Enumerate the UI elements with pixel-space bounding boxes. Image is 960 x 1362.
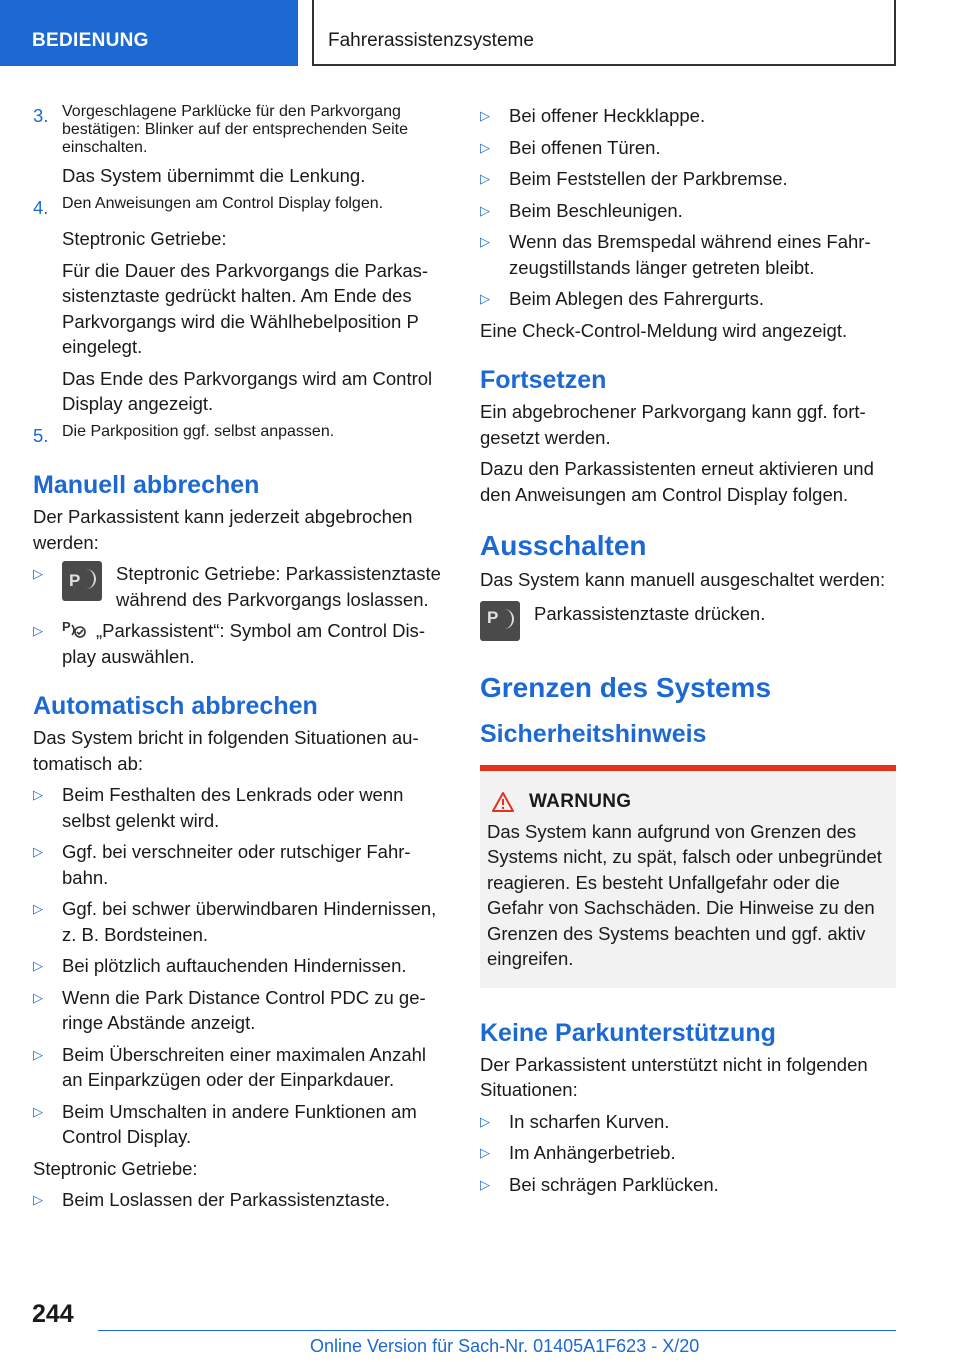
list-item xyxy=(33,618,448,669)
list-item xyxy=(33,561,448,612)
heading-auto-cancel: Automatisch abbrechen xyxy=(33,692,318,720)
list-item: ▷ Beim Ablegen des Fahrergurts. xyxy=(480,286,896,312)
list-item: ▷ Beim Umschalten in andere Funktionen am Control Display. xyxy=(33,1099,448,1150)
list-item: ▷ Bei offener Heckklappe. xyxy=(480,103,896,129)
bullet-triangle-icon: ▷ xyxy=(33,787,43,802)
svg-text:P: P xyxy=(62,619,71,634)
bullet-triangle-icon: ▷ xyxy=(480,202,490,218)
manual-intro: Der Parkassistent kann jederzeit abgebrochen werden: xyxy=(33,506,413,553)
bullet-triangle-icon: ▷ xyxy=(33,1046,43,1062)
switch-off-intro: Das System kann manuell ausgeschaltet werden: xyxy=(480,569,886,590)
park-assist-button-icon xyxy=(62,561,102,601)
step-number: 5. xyxy=(33,424,49,446)
step-sub: Das System übernimmt die Lenkung. xyxy=(62,165,366,186)
section-title: BEDIENUNG xyxy=(32,30,149,51)
bullet-triangle-icon: ▷ xyxy=(480,108,490,123)
step-sub: Steptronic Getriebe: xyxy=(62,228,227,249)
step-number: 4. xyxy=(33,196,49,218)
list-item: ▷ In scharfen Kurven. xyxy=(480,1109,896,1135)
list-item: ▷ Ggf. bei verschneiter oder rutschiger Fahrbahn. xyxy=(33,839,448,890)
heading-safety: Sicherheitshinweis xyxy=(480,719,707,748)
warning-triangle-icon xyxy=(491,791,515,813)
warning-title: WARNUNG xyxy=(529,790,632,812)
bullet-triangle-icon: ▷ xyxy=(480,1176,490,1192)
warning-text: Das System kann aufgrund von Grenzen des Systems nicht, zu spät, falsch oder unbegründet reagieren. Es besteht Unfallgefahr oder die Gefahr von Sachschäden. Die Hinweise zu den Grenzen des Systems beachten und ggf. aktiv eingreifen. xyxy=(487,820,882,969)
list-item: ▷ Bei plötzlich auftauchenden Hindernissen. xyxy=(33,953,448,979)
continue-text-1: Ein abgebrochener Parkvorgang kann ggf. fortgesetzt werden. xyxy=(480,401,866,448)
list-item: ▷ Bei offenen Türen. xyxy=(480,135,896,161)
bullet-triangle-icon: ▷ xyxy=(33,958,43,973)
step-text: Vorgeschlagene Parklücke für den Parkvorgang bestätigen: Blinker auf der entsprechenden Seite einschalten. xyxy=(62,103,409,156)
auto-intro: Das System bricht in folgenden Situationen automatisch ab: xyxy=(33,727,419,774)
step-sub: Das Ende des Parkvorgangs wird am Control Display angezeigt. xyxy=(62,367,433,414)
bullet-triangle-icon: ▷ xyxy=(480,139,490,155)
bullet-triangle-icon: ▷ xyxy=(480,1145,490,1160)
bullet-triangle-icon: ▷ xyxy=(33,989,43,1005)
chapter-title: Fahrerassistenzsysteme xyxy=(328,30,534,51)
heading-switch-off: Ausschalten xyxy=(480,530,647,561)
bullet-triangle-icon: ▷ xyxy=(480,234,490,249)
bullet-triangle-icon: ▷ xyxy=(33,623,43,638)
right-column xyxy=(480,103,896,1203)
list-item: ▷ Wenn das Bremspedal während eines Fahrzeugstillstands länger getreten bleibt. xyxy=(480,229,896,280)
bullet-triangle-icon: ▷ xyxy=(33,566,43,581)
steptronic-label: Steptronic Getriebe: xyxy=(33,1157,198,1179)
bullet-triangle-icon: ▷ xyxy=(480,291,490,306)
bullet-triangle-icon: ▷ xyxy=(33,1103,43,1119)
continue-text-2: Dazu den Parkassistenten erneut aktivieren und den Anweisungen am Control Display folgen. xyxy=(480,458,874,505)
left-column xyxy=(33,103,448,1219)
list-item: ▷ Beim Feststellen der Parkbremse. xyxy=(480,166,896,192)
bullet-triangle-icon: ▷ xyxy=(33,844,43,859)
check-control-text: Eine Check-Control-Meldung wird angezeigt. xyxy=(480,319,848,341)
list-item: ▷ Ggf. bei schwer überwindbaren Hindernissen, z. B. Bordsteinen. xyxy=(33,896,448,947)
step-3 xyxy=(33,103,448,157)
step-4 xyxy=(33,195,448,221)
page-number: 244 xyxy=(32,1300,74,1328)
list-item: ▷ Beim Loslassen der Parkassistenztaste. xyxy=(33,1187,448,1213)
park-assist-button-icon xyxy=(480,601,520,641)
list-item: ▷ Bei schrägen Parklücken. xyxy=(480,1172,896,1198)
list-item: ▷ Wenn die Park Distance Control PDC zu geringe Abstände anzeigt. xyxy=(33,985,448,1036)
heading-system-limits: Grenzen des Systems xyxy=(480,671,772,703)
no-support-intro: Der Parkassistent unterstützt nicht in folgenden Situationen: xyxy=(480,1053,868,1100)
step-number: 3. xyxy=(33,105,49,126)
footer-divider xyxy=(98,1330,896,1331)
list-item-text: „Parkassistent“: Symbol am Control Display auswählen. xyxy=(62,620,425,667)
heading-manual-cancel: Manuell abbrechen xyxy=(33,471,260,499)
list-item: ▷ Beim Beschleunigen. xyxy=(480,198,896,224)
warning-box xyxy=(480,765,896,988)
switch-off-action xyxy=(480,601,896,641)
list-item: ▷ Beim Festhalten des Lenkrads oder wenn selbst gelenkt wird. xyxy=(33,782,448,833)
section-tab xyxy=(0,0,298,66)
step-text: Die Parkposition ggf. selbst anpassen. xyxy=(62,422,335,440)
bullet-triangle-icon: ▷ xyxy=(480,171,490,186)
heading-no-support: Keine Parkunterstützung xyxy=(480,1018,776,1047)
step-text: Den Anweisungen am Control Display folgen. xyxy=(62,194,384,212)
list-item: ▷ Beim Überschreiten einer maximalen Anzahl an Einparkzügen oder der Einparkdauer. xyxy=(33,1042,448,1093)
heading-continue: Fortsetzen xyxy=(480,366,607,394)
step-5 xyxy=(33,423,448,449)
chapter-tab xyxy=(312,0,896,66)
park-assist-symbol-icon xyxy=(62,619,90,641)
bullet-triangle-icon: ▷ xyxy=(33,901,43,916)
switch-off-action-text: Parkassistenztaste drücken. xyxy=(534,602,766,624)
bullet-triangle-icon: ▷ xyxy=(33,1192,43,1207)
list-item-text: Steptronic Getriebe: Parkassistenztaste während des Parkvorgangs loslassen. xyxy=(116,563,441,610)
step-sub: Für die Dauer des Parkvorgangs die Parkassistenztaste gedrückt halten. Am Ende des Parkvorgangs wird die Wählhebelposition P eingelegt. xyxy=(62,259,429,357)
list-item: ▷ Im Anhängerbetrieb. xyxy=(480,1140,896,1166)
bullet-triangle-icon: ▷ xyxy=(480,1113,490,1129)
footer-text: Online Version für Sach-Nr. 01405A1F623 - X/20 xyxy=(310,1336,700,1356)
